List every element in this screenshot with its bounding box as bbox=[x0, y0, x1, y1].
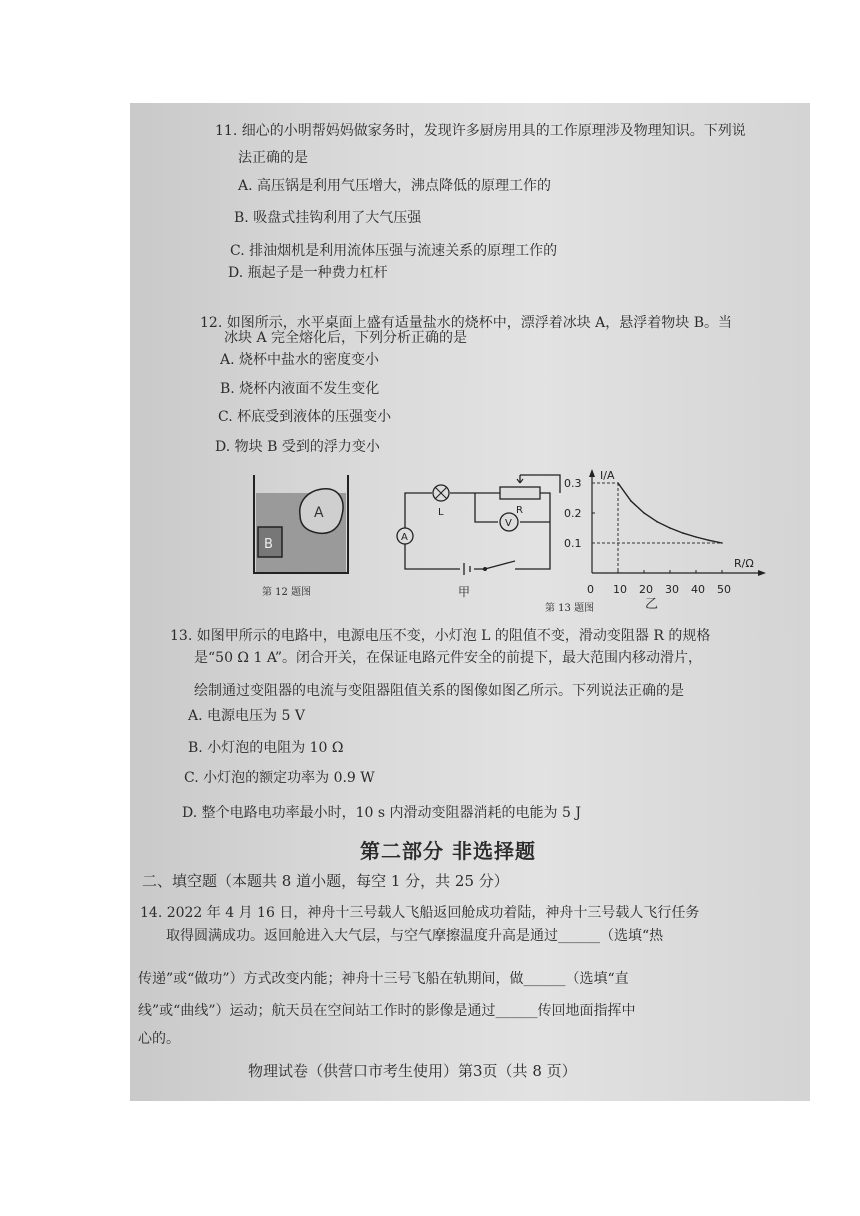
q12-option-c: C. 杯底受到液体的压强变小 bbox=[218, 409, 392, 425]
graph-name: 乙 bbox=[645, 597, 659, 612]
q12-stem-line1: 12. 如图所示，水平桌面上盛有适量盐水的烧杯中，漂浮着冰块 A，悬浮着物块 B。当 bbox=[200, 315, 733, 331]
data-point bbox=[708, 540, 710, 542]
q14-line2: 取得圆满成功。返回舱进入大气层，与空气摩擦温度升高是通过______（选填“热 bbox=[166, 928, 664, 944]
y-tick-label: 0.1 bbox=[564, 537, 582, 550]
x-tick-label: 40 bbox=[691, 583, 705, 595]
figure-12-beaker bbox=[248, 473, 358, 583]
x-axis-label: R/Ω bbox=[734, 557, 754, 570]
label-lamp: L bbox=[438, 507, 444, 518]
rheostat-symbol bbox=[500, 487, 540, 499]
x-tick-label: 20 bbox=[639, 583, 653, 595]
q14-line5: 心的。 bbox=[138, 1031, 180, 1047]
x-tick-label: 30 bbox=[665, 583, 679, 595]
x-axis-arrow bbox=[758, 570, 766, 576]
label-a: A bbox=[314, 505, 324, 521]
data-point bbox=[721, 542, 723, 544]
data-point bbox=[643, 512, 645, 514]
q13-option-d: D. 整个电路电功率最小时，10 s 内滑动变阻器消耗的电能为 5 J bbox=[182, 805, 581, 821]
x-tick-label: 50 bbox=[717, 583, 731, 595]
q13-option-b: B. 小灯泡的电阻为 10 Ω bbox=[188, 740, 344, 756]
q11-option-c: C. 排油烟机是利用流体压强与流速关系的原理工作的 bbox=[230, 243, 558, 259]
current-curve bbox=[618, 483, 722, 543]
q12-option-d: D. 物块 B 受到的浮力变小 bbox=[215, 439, 380, 455]
data-point bbox=[656, 521, 658, 523]
q14-line4: 线”或“曲线”）运动；航天员在空间站工作时的影像是通过______传回地面指挥中 bbox=[138, 1003, 636, 1019]
data-point bbox=[695, 536, 697, 538]
y-tick-label: 0.3 bbox=[564, 477, 582, 490]
part-two-heading: 第二部分 非选择题 bbox=[360, 839, 536, 863]
q14-line3: 传递”或“做功”）方式改变内能；神舟十三号飞船在轨期间，做______（选填“直 bbox=[138, 971, 629, 987]
q13-stem-line3: 绘制通过变阻器的电流与变阻器阻值关系的图像如图乙所示。下列说法正确的是 bbox=[194, 683, 684, 699]
y-tick-label: 0.2 bbox=[564, 507, 582, 520]
q12-option-b: B. 烧杯内液面不发生变化 bbox=[220, 381, 380, 397]
data-point bbox=[669, 527, 671, 529]
q13-option-a: A. 电源电压为 5 V bbox=[188, 708, 305, 724]
y-axis-arrow bbox=[589, 469, 595, 477]
label-voltmeter: V bbox=[505, 518, 512, 529]
data-point bbox=[630, 500, 632, 502]
q11-stem-line2: 法正确的是 bbox=[238, 150, 308, 166]
q12-stem-line2: 冰块 A 完全熔化后，下列分析正确的是 bbox=[224, 330, 468, 346]
page-footer: 物理试卷（供营口市考生使用）第3页（共 8 页） bbox=[248, 1062, 577, 1080]
figure-12-caption: 第 12 题图 bbox=[262, 587, 312, 598]
q13-stem-line2: 是“50 Ω 1 A”。闭合开关，在保证电路元件安全的前提下，最大范围内移动滑片， bbox=[194, 650, 703, 666]
q14-line1: 14. 2022 年 4 月 16 日，神舟十三号载人飞船返回舱成功着陆，神舟十三号载人飞行任务 bbox=[140, 905, 700, 921]
label-ammeter: A bbox=[401, 532, 408, 543]
figure-13-caption: 第 13 题图 bbox=[545, 603, 595, 614]
q11-option-a: A. 高压锅是利用气压增大，沸点降低的原理工作的 bbox=[238, 178, 552, 194]
q11-option-b: B. 吸盘式挂钩利用了大气压强 bbox=[234, 210, 422, 226]
switch-pivot bbox=[483, 567, 487, 571]
q12-option-a: A. 烧杯中盐水的密度变小 bbox=[220, 352, 380, 368]
data-point bbox=[617, 482, 619, 484]
label-b: B bbox=[264, 537, 273, 552]
data-point bbox=[682, 532, 684, 534]
section-heading: 二、填空题（本题共 8 道小题，每空 1 分，共 25 分） bbox=[142, 872, 509, 890]
exam-page bbox=[130, 103, 810, 1101]
x-tick-label: 10 bbox=[613, 583, 627, 595]
circuit-name: 甲 bbox=[458, 585, 471, 599]
x-tick-label: 0 bbox=[587, 583, 594, 595]
q11-stem-line1: 11. 细心的小明帮妈妈做家务时，发现许多厨房用具的工作原理涉及物理知识。下列说 bbox=[215, 123, 746, 139]
figure-13-circuit bbox=[380, 473, 570, 583]
figure-13-graph bbox=[562, 465, 787, 595]
label-rheostat: R bbox=[516, 505, 523, 516]
q13-option-c: C. 小灯泡的额定功率为 0.9 W bbox=[184, 770, 375, 786]
q11-option-d: D. 瓶起子是一种费力杠杆 bbox=[228, 265, 388, 281]
y-axis-label: I/A bbox=[600, 469, 615, 482]
q13-stem-line1: 13. 如图甲所示的电路中，电源电压不变，小灯泡 L 的阻值不变，滑动变阻器 R 的规格 bbox=[170, 628, 711, 644]
